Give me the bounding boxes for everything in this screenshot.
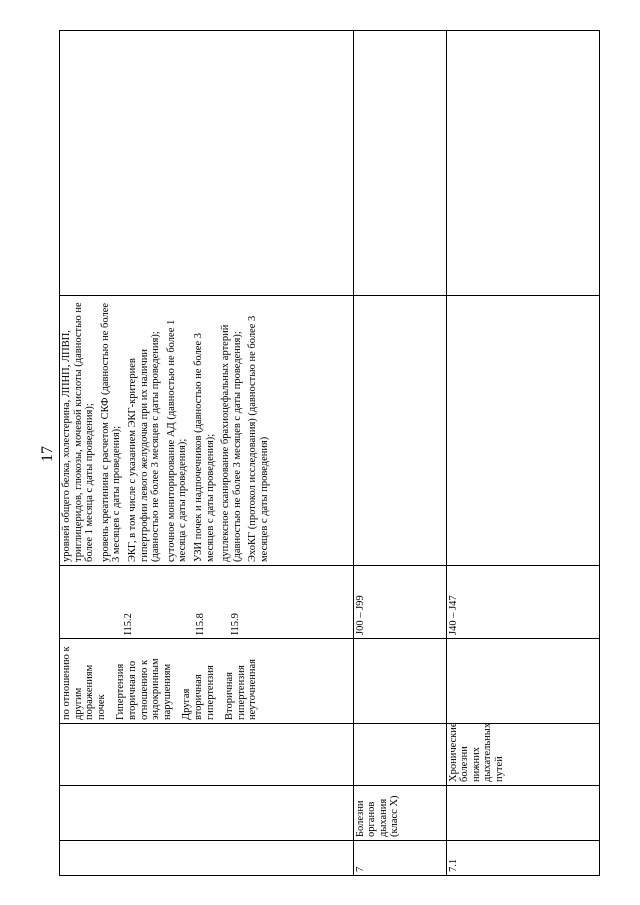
cell-conditions [60, 639, 354, 724]
cell-class [446, 786, 599, 841]
examination-text: уровней общего белка, холестерина, ЛПНП, ЛПВП, триглицеридов, глюкозы, мочевой кислоты (давностью не более 1 месяца с даты проведения); [61, 302, 96, 562]
cell-number: 7.1 [446, 841, 599, 876]
cell-codes: J00 – J99 [353, 566, 446, 639]
criteria-table [59, 30, 600, 876]
examination-text: уровень креатинина с расчетом СКФ (давностью не более 3 месяцев с даты проведения); [99, 302, 123, 562]
cell-class [60, 786, 354, 841]
examination-text: ЭхоКГ (протокол исследования) (давностью не более 3 месяцев с даты проведения) [247, 315, 270, 562]
cell-empty [60, 31, 354, 296]
condition-text: Другая вторичная гипертензия [181, 665, 216, 720]
code-text: I15.2 [123, 613, 134, 635]
examination-text: суточное мониторирование АД (давностью не более 1 месяца с даты проведения); [165, 319, 189, 562]
cell-class: Болезни органов дыхания (класс X) [353, 786, 446, 841]
cell-codes [60, 566, 354, 639]
cell-number: 7 [353, 841, 446, 876]
code-text: I15.8 [194, 613, 206, 635]
cell-empty [353, 31, 446, 296]
cell-codes: J40 – J47 [446, 566, 599, 639]
examination-text: ЭКГ, в том числе с указанием ЭКГ-критериев гипертрофии левого желудочка при их наличии (давностью не более 3 месяцев с даты проведения); [126, 331, 162, 562]
page-number: 17 [39, 446, 56, 462]
examination-text: дуплексное сканирование брахиоцефальных артерий (давностью не более 3 месяцев с даты проведения); [220, 324, 243, 562]
rotated-table-container [59, 30, 600, 876]
examination-text: УЗИ почек и надпочечников (давностью не более 3 месяцев с даты проведения); [192, 333, 216, 562]
condition-text: Вторичная гипертензия неуточненная [224, 659, 259, 720]
cell-group [353, 724, 446, 786]
cell-conditions [353, 639, 446, 724]
cell-group [60, 724, 354, 786]
code-text: I15.9 [230, 613, 242, 635]
cell-empty [446, 31, 599, 296]
condition-text: Гипертензия вторичная по отношению к эндокринным нарушениям [115, 658, 173, 720]
cell-conditions [446, 639, 599, 724]
cell-examinations [446, 296, 599, 566]
cell-examinations [353, 296, 446, 566]
table-row [446, 31, 599, 876]
table-row [353, 31, 446, 876]
condition-text: по отношению к другим поражениям почек [61, 646, 107, 720]
cell-group: Хронические болезни нижних дыхательных путей [446, 724, 599, 786]
table-row [60, 31, 354, 876]
cell-number [60, 841, 354, 876]
cell-examinations [60, 296, 354, 566]
